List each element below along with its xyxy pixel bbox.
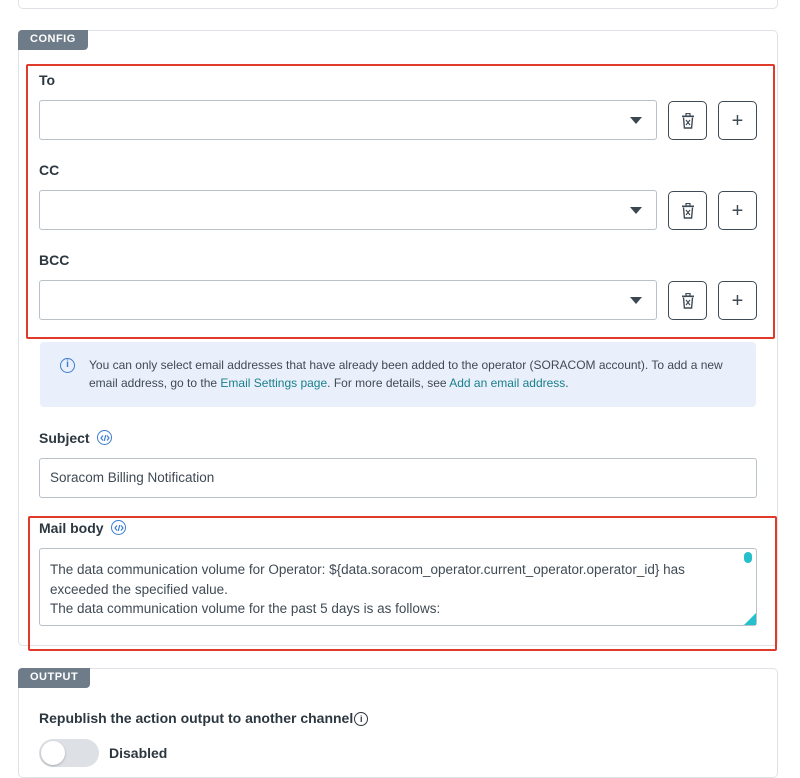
plus-icon: + [731,109,744,132]
notice-text [89,357,729,392]
toggle-state-label: Disabled [109,745,168,761]
subject-label-row [39,430,112,446]
bcc-label: BCC [39,252,70,268]
notice-text-1: You can only select email addresses that have already been added to the operator (SORACOM account). To add a new email address, go to the [89,358,723,390]
email-notice [40,342,756,407]
previous-panel [18,0,778,9]
code-variable-icon[interactable] [111,520,126,535]
bcc-select[interactable] [39,280,657,320]
cc-label: CC [39,162,60,178]
cc-select[interactable] [39,190,657,230]
to-label: To [39,72,56,88]
email-settings-link[interactable]: Email Settings page [220,375,328,390]
add-bcc-button[interactable] [718,281,757,320]
chevron-down-icon [630,297,642,304]
resize-handle-icon[interactable] [744,613,756,625]
mail-body-line: The data communication volume for the past 5 days is as follows: [50,601,441,616]
info-icon: i [60,358,75,373]
trash-icon [681,113,695,129]
mail-body-label: Mail body [39,520,104,536]
republish-toggle[interactable] [39,739,99,767]
plus-icon: + [731,289,744,312]
mail-body-label-row [39,520,126,536]
to-select[interactable] [39,100,657,140]
mail-body-textarea[interactable] [39,548,757,626]
plus-icon: + [731,199,744,222]
trash-icon [681,203,695,219]
delete-to-button[interactable] [668,101,707,140]
chevron-down-icon [630,117,642,124]
notice-text-2: . For more details, see [327,375,450,390]
trash-icon [681,293,695,309]
textarea-scrollbar[interactable] [744,552,752,563]
republish-label: Republish the action output to another channel [39,710,354,726]
delete-bcc-button[interactable] [668,281,707,320]
code-glyph-icon [99,432,111,444]
subject-label: Subject [39,430,90,446]
toggle-knob [41,741,65,765]
republish-label-row [39,710,368,726]
subject-input[interactable]: Soracom Billing Notification [39,458,757,498]
info-icon[interactable]: i [354,712,368,726]
delete-cc-button[interactable] [668,191,707,230]
notice-text-3: . [565,375,569,390]
code-variable-icon[interactable] [97,430,112,445]
add-to-button[interactable] [718,101,757,140]
add-cc-button[interactable] [718,191,757,230]
code-glyph-icon [113,522,125,534]
config-tag: CONFIG [18,30,88,50]
chevron-down-icon [630,207,642,214]
mail-body-line: The data communication volume for Operator: ${data.soracom_operator.current_operator.operator_id} has exceeded the specified value. [50,562,685,597]
add-email-address-link[interactable]: Add an email address [449,375,566,390]
output-tag: OUTPUT [18,668,90,688]
